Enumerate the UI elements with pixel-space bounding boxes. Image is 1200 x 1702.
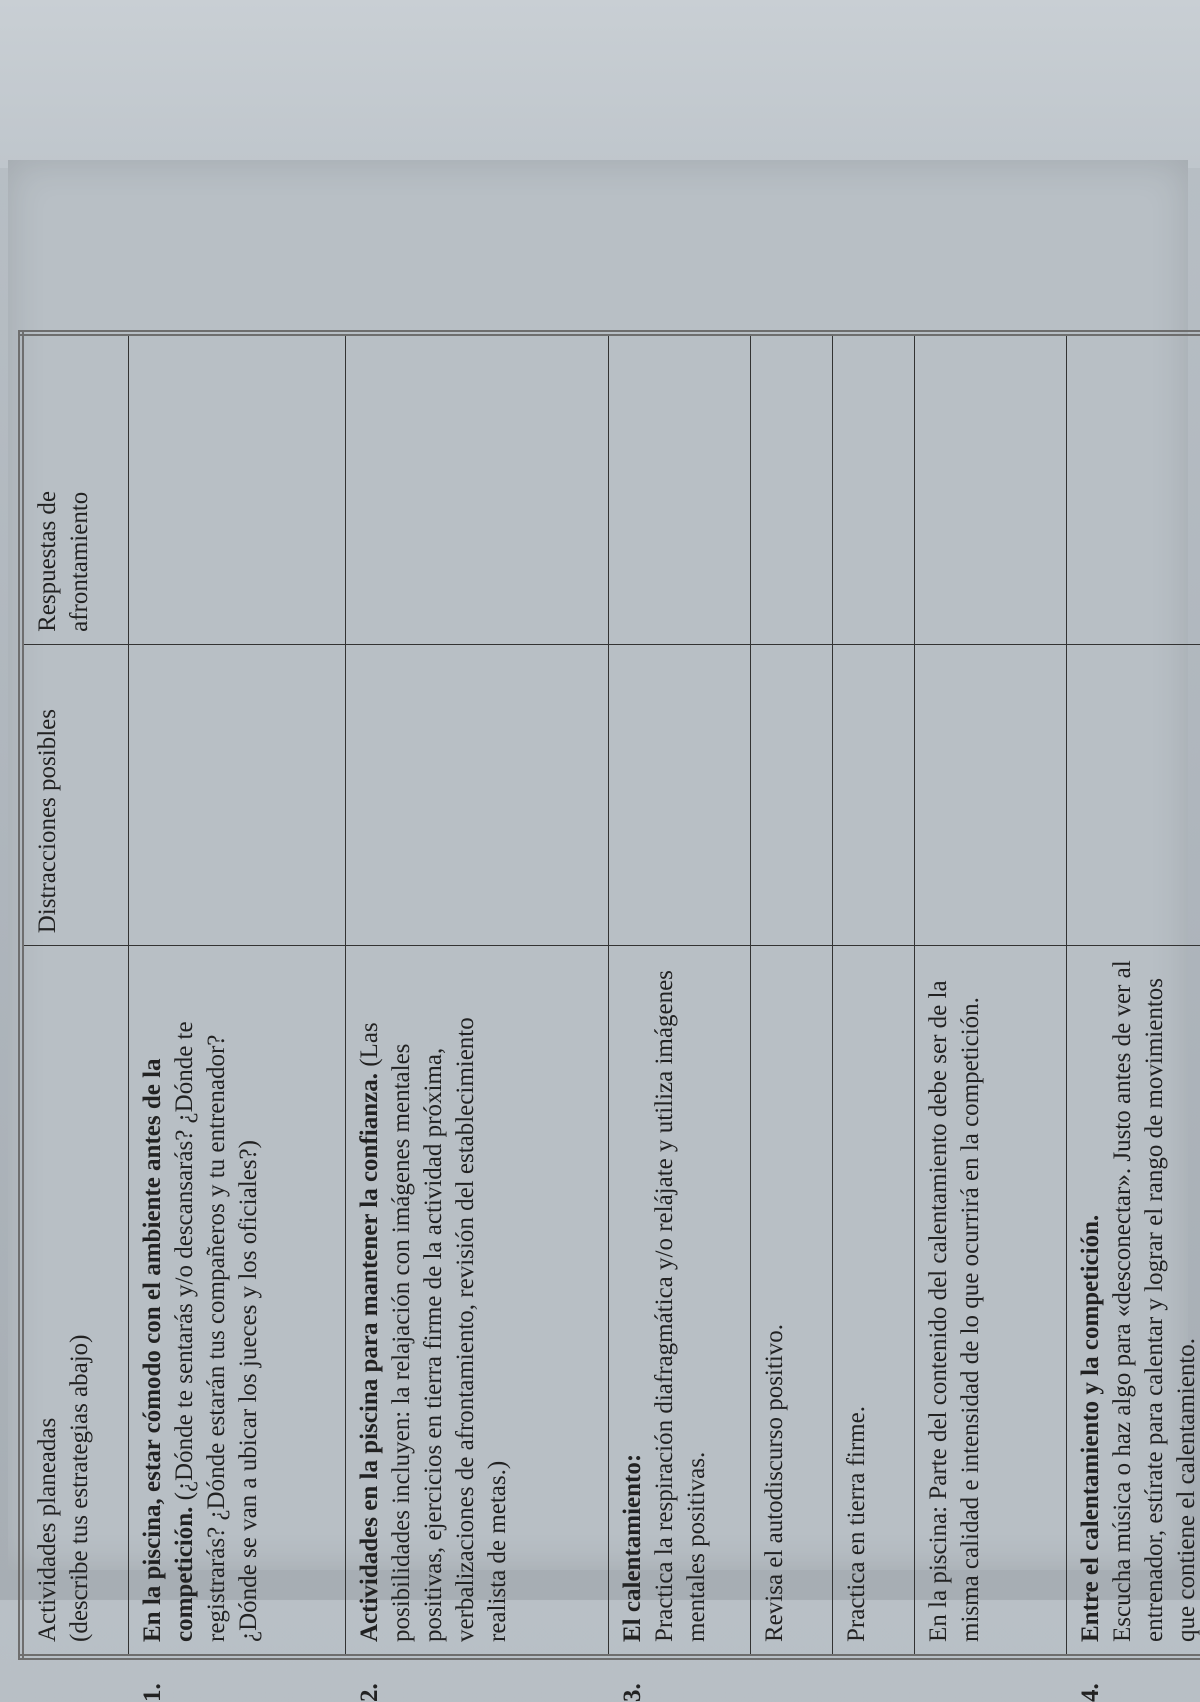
header-distractions: Distracciones posibles [21, 644, 129, 945]
item-title: En la piscina, estar cómodo con el ambiente antes de la competición. [139, 1058, 198, 1642]
header-activities [21, 946, 129, 1657]
activity-cell [833, 946, 915, 1657]
activity-cell [915, 946, 1067, 1657]
table-row [751, 333, 833, 1657]
coping-cell[interactable] [915, 333, 1067, 644]
photo-background [0, 0, 1200, 168]
coping-cell[interactable] [833, 333, 915, 644]
distractions-cell[interactable] [609, 644, 751, 945]
item-text: En la piscina: Parte del contenido del calentamiento debe ser de la misma calidad e intensidad de lo que ocurrirá en la competición. [925, 980, 984, 1642]
item-text: (¿Dónde te sentarás y/o descansarás? ¿Dónde te registrarás? ¿Dónde estarán tus compañeros y tu entrenador? ¿Dónde se van a ubicar los jueces y los oficiales?) [171, 1021, 262, 1642]
header-activities-label: Actividades planeadas [34, 1418, 61, 1642]
item-text: Practica la respiración diafragmática y/o relájate y utiliza imágenes mentales positivas. [651, 970, 710, 1642]
item-text: Practica en tierra firme. [843, 1406, 870, 1642]
rotated-page [18, 330, 1176, 1660]
planning-table [18, 330, 1200, 1660]
coping-cell[interactable] [609, 333, 751, 644]
coping-cell[interactable] [346, 333, 609, 644]
item-title: Entre el calentamiento y la competición. [1077, 1215, 1104, 1642]
header-row [21, 333, 129, 1657]
item-number: 1. [137, 1642, 169, 1672]
activity-cell [1067, 946, 1200, 1657]
activity-cell [751, 946, 833, 1657]
distractions-cell[interactable] [346, 644, 609, 945]
item-number: 3. [617, 1642, 649, 1672]
item-text: Revisa el autodiscurso positivo. [761, 1324, 788, 1642]
table-row [129, 333, 346, 1657]
activity-cell [129, 946, 346, 1657]
table-row [609, 333, 751, 1657]
distractions-cell[interactable] [751, 644, 833, 945]
table-row [1067, 333, 1200, 1657]
distractions-cell[interactable] [833, 644, 915, 945]
item-text: Escucha música o haz algo para «desconectar». Justo antes de ver al entrenador, estírate para calentar y lograr el rango de movimientos que contiene el calentamiento. [1109, 960, 1200, 1642]
item-title: Actividades en la piscina para mantener la confianza. [356, 1073, 383, 1642]
item-number: 4. [1075, 1642, 1107, 1672]
table-row [346, 333, 609, 1657]
coping-cell[interactable] [129, 333, 346, 644]
distractions-cell[interactable] [1067, 644, 1200, 945]
item-number: 2. [354, 1642, 386, 1672]
header-coping: Respuestas de afrontamiento [21, 333, 129, 644]
activity-cell [346, 946, 609, 1657]
item-title: El calentamiento: [619, 1454, 646, 1642]
table-row [915, 333, 1067, 1657]
header-activities-note: (describe tus estrategias abajo) [66, 1334, 93, 1642]
paper-sheet [8, 160, 1188, 1570]
coping-cell[interactable] [751, 333, 833, 644]
distractions-cell[interactable] [129, 644, 346, 945]
table-row [833, 333, 915, 1657]
distractions-cell[interactable] [915, 644, 1067, 945]
coping-cell[interactable] [1067, 333, 1200, 644]
activity-cell [609, 946, 751, 1657]
item-text: (Las posibilidades incluyen: la relajación con imágenes mentales positivas, ejercicios en tierra firme de la actividad próxima, verbalizaciones de afrontamiento, revisión del establecimiento realista de metas.) [356, 1017, 511, 1642]
